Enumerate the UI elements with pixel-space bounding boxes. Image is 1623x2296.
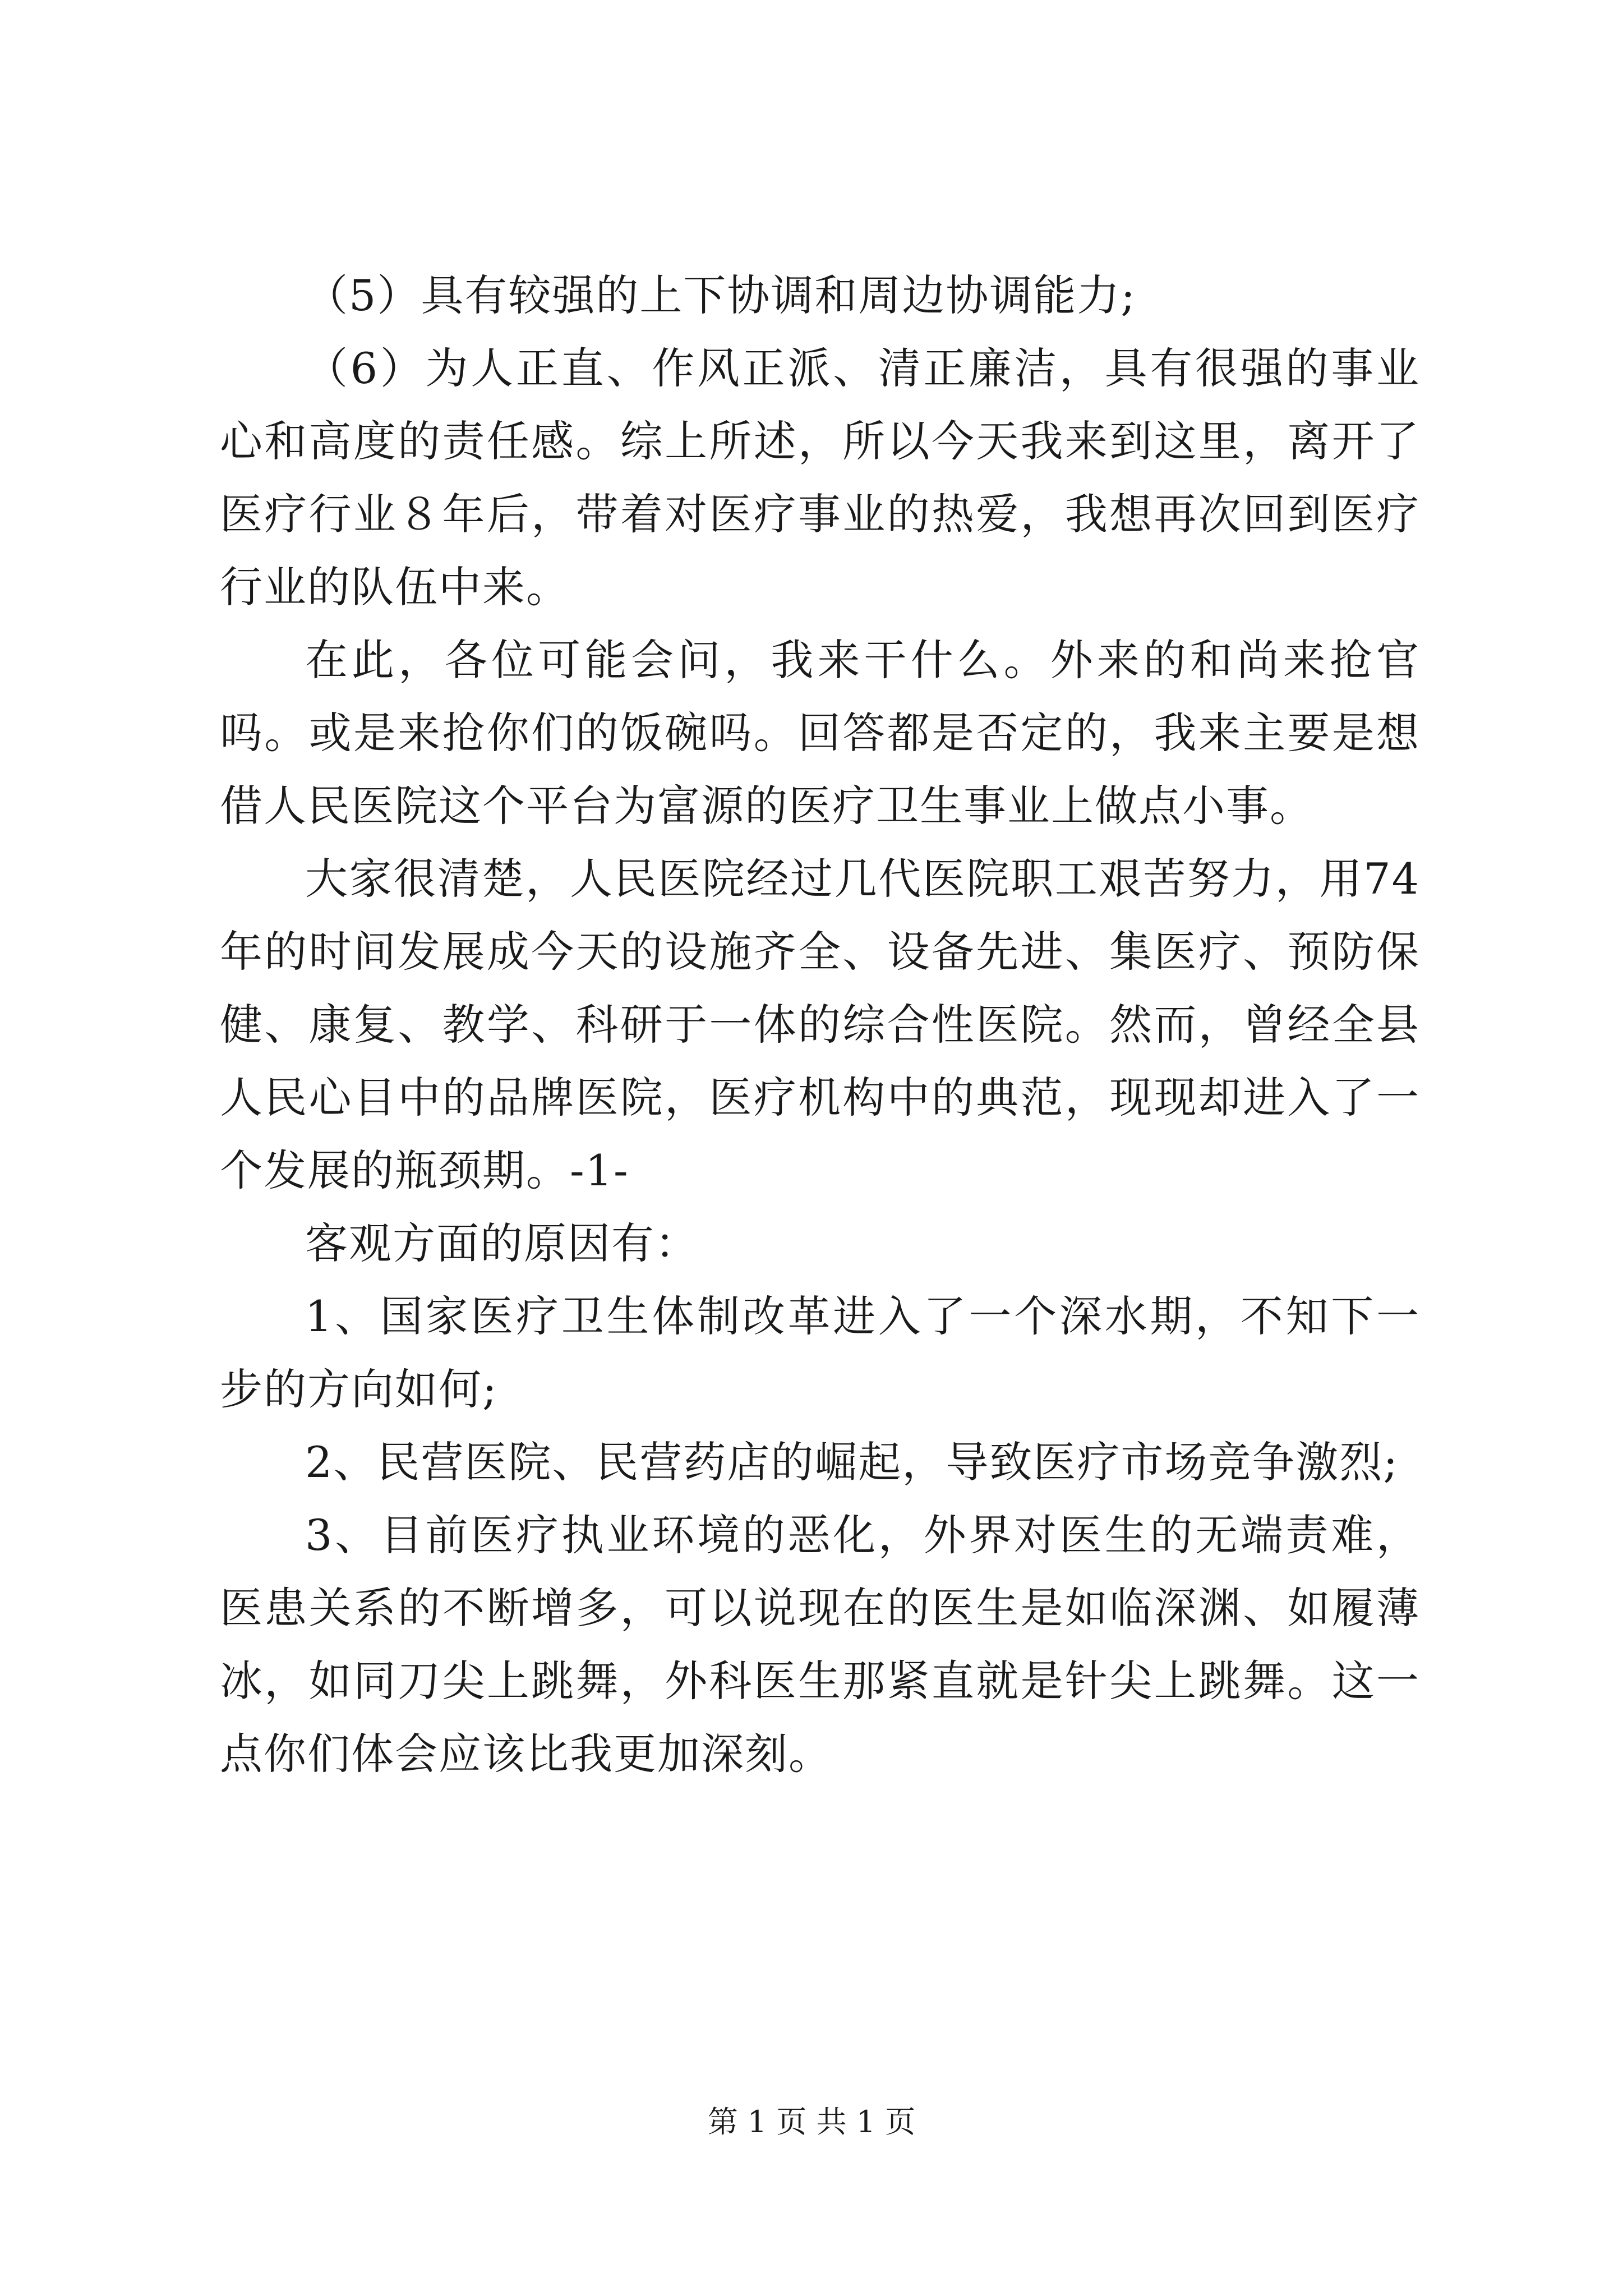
paragraph-reason-1: 1、国家医疗卫生体制改革进入了一个深水期，不知下一步的方向如何;	[220, 1291, 1420, 1414]
page-number-label: 第 1 页 共 1 页	[707, 2104, 916, 2139]
paragraph-reason-2: 2、民营医院、民营药店的崛起，导致医疗市场竞争激烈;	[305, 1437, 1399, 1487]
paragraph-hospital-history: 大家很清楚，人民医院经过几代医院职工艰苦努力，用74年的时间发展成今天的设施齐全、设备先进、集医疗、预防保健、康复、教学、科研于一体的综合性医院。然而，曾经全县人民心目中的品牌医院，医疗机构中的典范，现现却进入了一个发展的瓶颈期。-1-	[220, 854, 1420, 1195]
paragraph-item-6: （6）为人正直、作风正派、清正廉洁，具有很强的事业心和高度的责任感。综上所述，所以今天我来到这里，离开了医疗行业８年后，带着对医疗事业的热爱，我想再次回到医疗行业的队伍中来。	[220, 343, 1420, 612]
paragraph-reason-3: 3、目前医疗执业环境的恶化，外界对医生的无端责难，医患关系的不断增多，可以说现在的医生是如临深渊、如履薄冰，如同刀尖上跳舞，外科医生那紧直就是针尖上跳舞。这一点你们体会应该比我更加深刻。	[220, 1510, 1420, 1779]
document-body	[220, 259, 1420, 1791]
paragraph-question: 在此，各位可能会问，我来干什么。外来的和尚来抢官吗。或是来抢你们的饭碗吗。回答都是否定的，我来主要是想借人民医院这个平台为富源的医疗卫生事业上做点小事。	[220, 635, 1420, 831]
page-footer	[0, 2102, 1623, 2142]
paragraph-item-5: （5）具有较强的上下协调和周边协调能力;	[305, 270, 1136, 320]
paragraph-objective-reasons: 客观方面的原因有：	[305, 1218, 699, 1268]
